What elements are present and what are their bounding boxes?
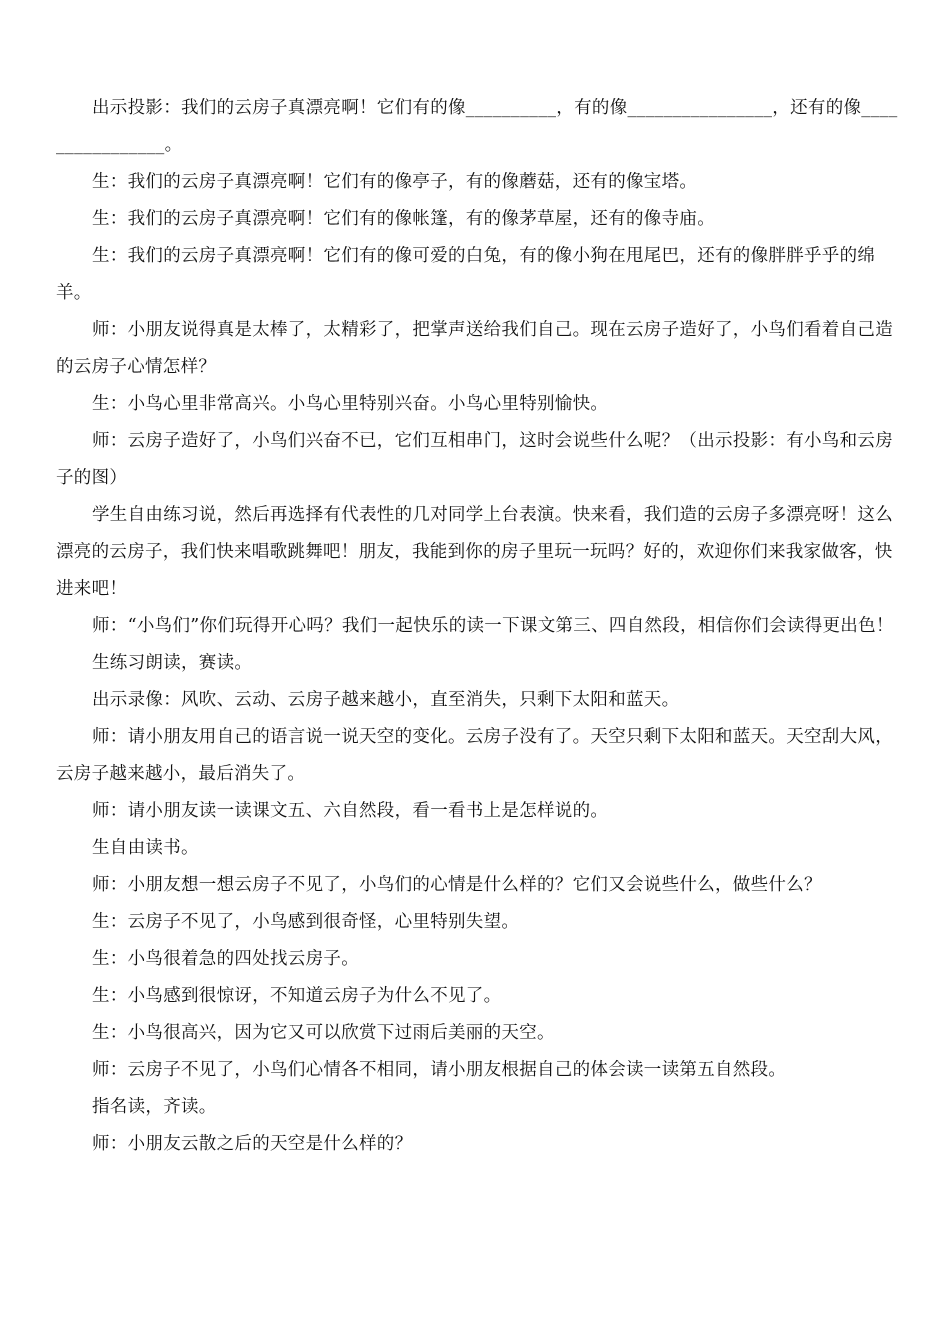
paragraph-student-anxious: 生：小鸟很着急的四处找云房子。 xyxy=(92,949,359,969)
paragraph-student-answer-tent: 生：我们的云房子真漂亮啊！它们有的像帐篷，有的像茅草屋，还有的像寺庙。 xyxy=(92,209,715,229)
paragraph-student-answer-rabbit: 生：我们的云房子真漂亮啊！它们有的像可爱的白兔，有的像小狗在甩尾巴，还有的像胖胖乎乎的绵羊。 xyxy=(56,246,876,303)
paragraph-student-practice: 学生自由练习说，然后再选择有代表性的几对同学上台表演。快来看，我们造的云房子多漂亮呀！这么漂亮的云房子，我们快来唱歌跳舞吧！朋友，我能到你的房子里玩一玩吗？好的，欢迎你们来我家做客，快进来吧！ xyxy=(56,505,893,599)
paragraph-video-prompt: 出示录像：风吹、云动、云房子越来越小，直至消失，只剩下太阳和蓝天。 xyxy=(92,690,680,710)
paragraph-student-surprised: 生：小鸟感到很惊讶，不知道云房子为什么不见了。 xyxy=(92,986,502,1006)
paragraph-teacher-mood-question: 师：小朋友想一想云房子不见了，小鸟们的心情是什么样的？它们又会说些什么，做些什么？ xyxy=(92,875,822,895)
paragraph-teacher-read-5: 师：云房子不见了，小鸟们心情各不相同，请小朋友根据自己的体会读一读第五自然段。 xyxy=(92,1060,787,1080)
paragraph-student-mood: 生：小鸟心里非常高兴。小鸟心里特别兴奋。小鸟心里特别愉快。 xyxy=(92,394,609,414)
paragraph-student-happy: 生：小鸟很高兴，因为它又可以欣赏下过雨后美丽的天空。 xyxy=(92,1023,555,1043)
paragraph-student-answer-pavilion: 生：我们的云房子真漂亮啊！它们有的像亭子，有的像蘑菇，还有的像宝塔。 xyxy=(92,172,698,192)
paragraph-projection-prompt: 出示投影：我们的云房子真漂亮啊！它们有的像__________，有的像________________，还有的像________________。 xyxy=(56,98,898,155)
paragraph-student-disappointed: 生：云房子不见了，小鸟感到很奇怪，心里特别失望。 xyxy=(92,912,520,932)
paragraph-student-free-reading: 生自由读书。 xyxy=(92,838,199,858)
paragraph-named-reading: 指名读，齐读。 xyxy=(92,1097,217,1117)
paragraph-teacher-sky-change: 师：请小朋友用自己的语言说一说天空的变化。云房子没有了。天空只剩下太阳和蓝天。天空刮大风，云房子越来越小，最后消失了。 xyxy=(56,727,893,784)
paragraph-teacher-sky-question: 师：小朋友云散之后的天空是什么样的？ xyxy=(92,1134,413,1154)
document-page xyxy=(56,90,902,1163)
paragraph-student-reading-contest: 生练习朗读，赛读。 xyxy=(92,653,253,673)
paragraph-teacher-praise: 师：小朋友说得真是太棒了，太精彩了，把掌声送给我们自己。现在云房子造好了，小鸟们看着自己造的云房子心情怎样？ xyxy=(56,320,893,377)
paragraph-teacher-visit-question: 师：云房子造好了，小鸟们兴奋不已，它们互相串门，这时会说些什么呢？（出示投影：有小鸟和云房子的图） xyxy=(56,431,893,488)
paragraph-teacher-read-3-4: 师：“小鸟们”你们玩得开心吗？我们一起快乐的读一下课文第三、四自然段，相信你们会读得更出色！ xyxy=(92,616,894,636)
paragraph-teacher-read-5-6: 师：请小朋友读一读课文五、六自然段，看一看书上是怎样说的。 xyxy=(92,801,609,821)
